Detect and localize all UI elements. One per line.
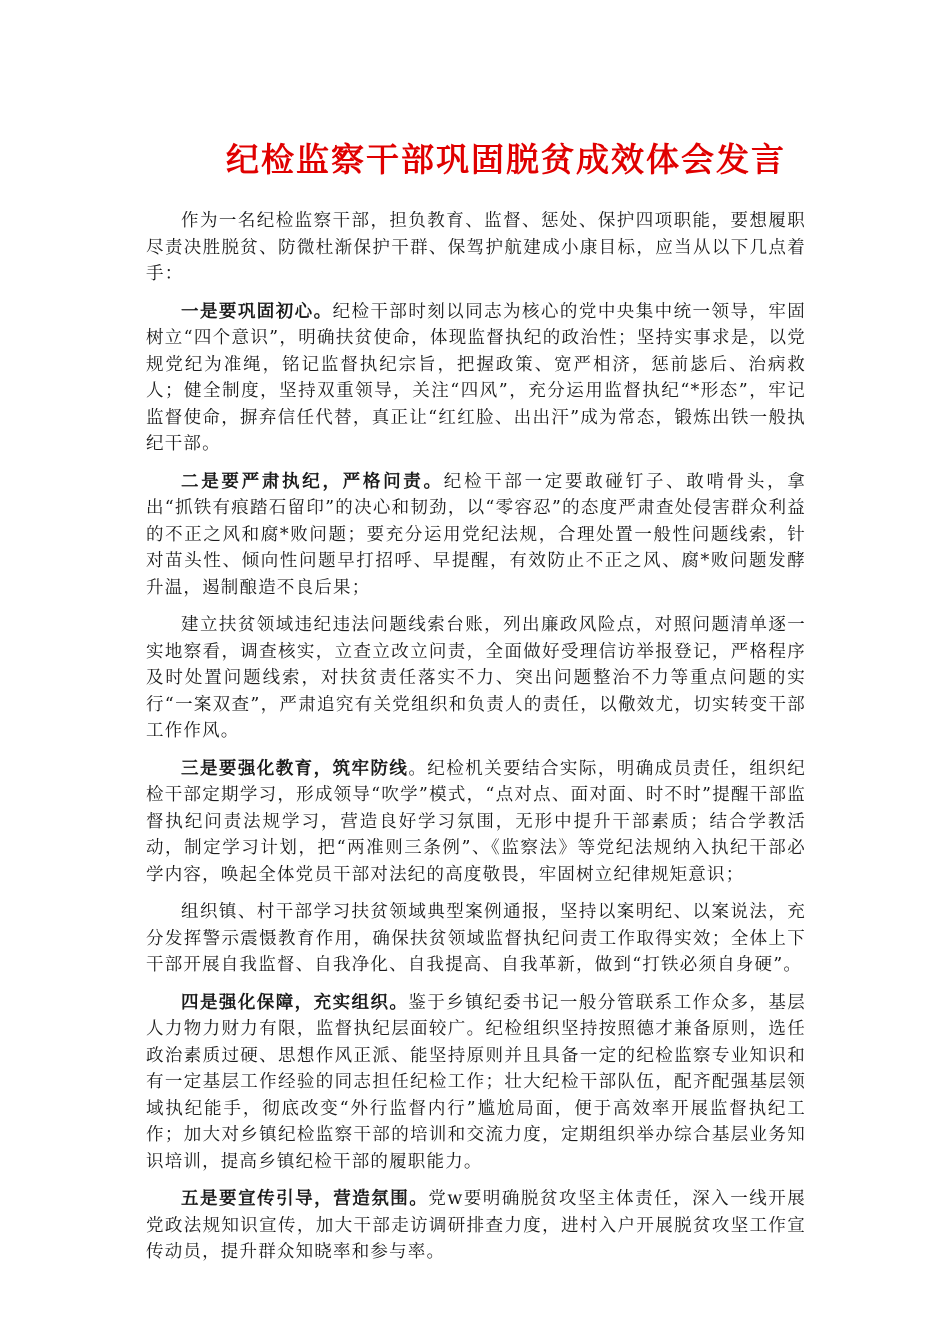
paragraph-text: 。纪检机关要结合实际，明确成员责任，组织纪检干部定期学习，形成领导“吹学”模式，“点对点、面对面、时不时”提醒干部监督执纪问责法规学习，营造良好学习氛围，无形中提升干部素质；结合学教活动，制定学习计划，把“两准则三条例”、《监察法》等党纪法规纳入执纪干部必学内容，唤起全体党员干部对法纪的高度敬畏，牢固树立纪律规矩意识； [146,758,806,885]
document-page [146,130,806,1277]
paragraph-lead: 四是强化保障，充实组织。 [181,992,409,1013]
paragraph-text: 建立扶贫领域违纪违法问题线索台账，列出廉政风险点，对照问题清单逐一实地察看，调查核实，立查立改立问责，全面做好受理信访举报登记，严格程序及时处置问题线索，对扶贫责任落实不力、突出问题整治不力等重点问题的实行“一案双查”，严肃追究有关党组织和负责人的责任，以儆效尤，切实转变干部工作作风。 [146,615,806,741]
paragraph-point-5 [146,1186,806,1266]
paragraph-lead: 一是要巩固初心。 [181,301,333,322]
paragraph-text: 纪检干部时刻以同志为核心的党中央集中统一领导，牢固树立“四个意识”，明确扶贫使命，体现监督执纪的政治性；坚持实事求是，以党规党纪为准绳，铭记监督执纪宗旨，把握政策、宽严相济，惩前毖后、治病救人；健全制度，坚持双重领导，关注“四风”，充分运用监督执纪“*形态”，牢记监督使命，摒弃信任代替，真正让“红红脸、出出汗”成为常态，锻炼出铁一般执纪干部。 [146,301,806,454]
paragraph-lead: 五是要宣传引导，营造氛围。 [181,1189,429,1209]
paragraph-lead: 三是要强化教育，筑牢防线 [181,758,409,779]
paragraph-lead: 二是要严肃执纪，严格问责。 [181,471,444,492]
paragraph-point-2 [146,469,806,602]
paragraph-text: 组织镇、村干部学习扶贫领域典型案例通报，坚持以案明纪、以案说法，充分发挥警示震慑教育作用，确保扶贫领域监督执纪问责工作取得实效；全体上下干部开展自我监督、自我净化、自我提高、自我革新，做到“打铁必须自身硬”。 [146,902,806,975]
paragraph-text: 鉴于乡镇纪委书记一般分管联系工作众多，基层人力物力财力有限，监督执纪层面较广。纪检组织坚持按照德才兼备原则，选任政治素质过硬、思想作风正派、能坚持原则并且具备一定的纪检监察专业知识和有一定基层工作经验的同志担任纪检工作；壮大纪检干部队伍，配齐配强基层领域执纪能手，彻底改变“外行监督内行”尴尬局面，便于高效率开展监督执纪工作；加大对乡镇纪检监察干部的培训和交流力度，定期组织举办综合基层业务知识培训，提高乡镇纪检干部的履职能力。 [146,992,806,1172]
paragraph-point-2-continued [146,612,806,745]
document-title: 纪检监察干部巩固脱贫成效体会发言 [226,140,786,179]
paragraph-text: 作为一名纪检监察干部，担负教育、监督、惩处、保护四项职能，要想履职尽责决胜脱贫、防微杜渐保护干群、保驾护航建成小康目标，应当从以下几点着手： [146,211,806,284]
paragraph-point-4 [146,990,806,1176]
paragraph-point-3-continued [146,899,806,979]
paragraph-text: 纪检干部一定要敢碰钉子、敢啃骨头，拿出“抓铁有痕踏石留印”的决心和韧劲，以“零容忍”的态度严肃查处侵害群众利益的不正之风和腐*败问题；要充分运用党纪法规，合理处置一般性问题线索，针对苗头性、倾向性问题早打招呼、早提醒，有效防止不正之风、腐*败问题发酵升温，遏制酿造不良后果； [146,471,806,598]
paragraph-text: 党w要明确脱贫攻坚主体责任，深入一线开展党政法规知识宣传，加大干部走访调研排查力度，进村入户开展脱贫攻坚工作宣传动员，提升群众知晓率和参与率。 [146,1189,806,1262]
paragraph-intro [146,208,806,288]
paragraph-point-1 [146,299,806,458]
paragraph-point-3 [146,756,806,889]
